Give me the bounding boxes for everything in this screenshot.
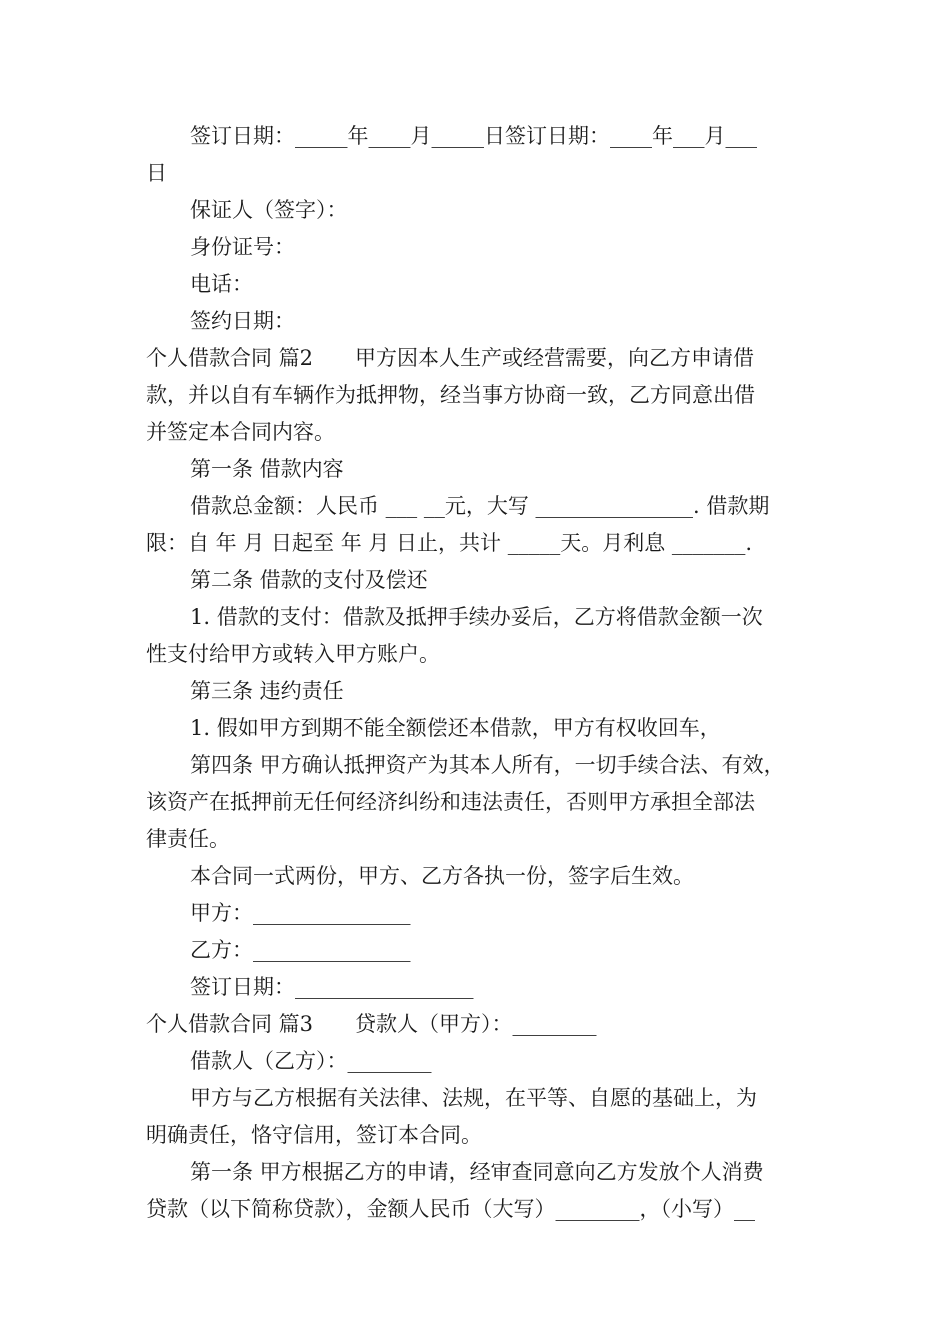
text-line: 贷款（以下简称贷款），金额人民币（大写）________，（小写）__ (146, 1197, 755, 1221)
text-line: 第四条 甲方确认抵押资产为其本人所有，一切手续合法、有效， (190, 753, 785, 777)
text-line: 签订日期：_____年____月_____日签订日期：____年___月___ (190, 124, 757, 148)
text-line: 借款总金额：人民币 ___ __元，大写 _______________. 借款期 (190, 494, 770, 518)
text-line: 1. 借款的支付：借款及抵押手续办妥后，乙方将借款金额一次 (190, 605, 763, 629)
text-line: 限：自 年 月 日起至 年 月 日止，共计 _____天。月利息 _______. (146, 531, 753, 555)
section-heading: 个人借款合同 篇3 贷款人（甲方）：________ (146, 1012, 597, 1036)
article-heading: 第三条 违约责任 (190, 679, 344, 703)
text-line: 身份证号： (190, 235, 295, 259)
text-line: 该资产在抵押前无任何经济纠纷和违法责任，否则甲方承担全部法 (146, 790, 755, 814)
text-line: 甲方与乙方根据有关法律、法规，在平等、自愿的基础上，为 (190, 1086, 757, 1110)
text-line: 电话： (190, 272, 253, 296)
text-line: 明确责任，恪守信用，签订本合同。 (146, 1123, 482, 1147)
text-line: 款，并以自有车辆作为抵押物，经当事方协商一致，乙方同意出借 (146, 383, 755, 407)
text-line: 签约日期： (190, 309, 295, 333)
text-line: 第一条 甲方根据乙方的申请，经审查同意向乙方发放个人消费 (190, 1160, 764, 1184)
text-line: 借款人（乙方）：________ (190, 1049, 432, 1073)
text-line: 本合同一式两份，甲方、乙方各执一份，签字后生效。 (190, 864, 694, 888)
text-line: 律责任。 (146, 827, 230, 851)
text-line: 日 (146, 161, 167, 185)
signing-date-line: 签订日期：_________________ (190, 975, 474, 999)
signature-line-party-b: 乙方：_______________ (190, 938, 411, 962)
text-line: 性支付给甲方或转入甲方账户。 (146, 642, 440, 666)
text-line: 并签定本合同内容。 (146, 420, 335, 444)
article-heading: 第一条 借款内容 (190, 457, 344, 481)
text-line: 1. 假如甲方到期不能全额偿还本借款，甲方有权收回车， (190, 716, 721, 740)
signature-line-party-a: 甲方：_______________ (190, 901, 411, 925)
section-heading: 个人借款合同 篇2 甲方因本人生产或经营需要，向乙方申请借 (146, 346, 755, 370)
article-heading: 第二条 借款的支付及偿还 (190, 568, 428, 592)
document-body (146, 118, 821, 1228)
text-line: 保证人（签字）： (190, 198, 348, 222)
